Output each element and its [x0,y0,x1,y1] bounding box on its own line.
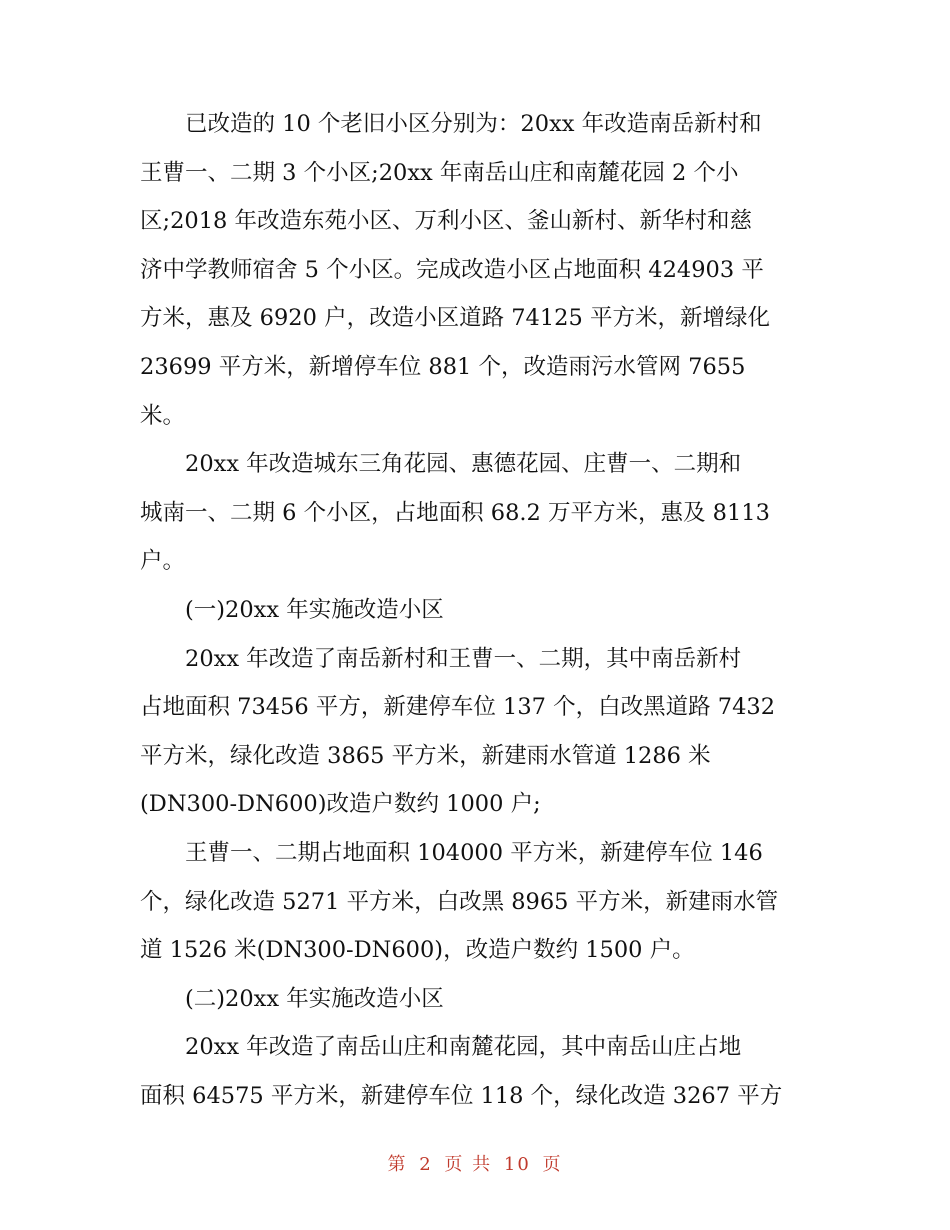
text-line: 方米，惠及 6920 户，改造小区道路 74125 平方米，新增绿化 [140,305,770,332]
text-line: 王曹一、二期占地面积 104000 平方米，新建停车位 146 [185,839,763,866]
footer-prefix: 第 [387,1154,408,1175]
footer-suffix: 页 [542,1154,563,1175]
paragraph [140,440,812,586]
footer-current-page: 2 [419,1154,433,1175]
text-line: 个，绿化改造 5271 平方米，白改黑 8965 平方米，新建雨水管 [140,888,779,915]
paragraph [140,975,812,1024]
text-line: 面积 64575 平方米，新建停车位 118 个，绿化改造 3267 平方 [140,1082,783,1109]
paragraph [140,635,812,829]
page-number-footer [0,1150,950,1176]
text-line: 20xx 年改造城东三角花园、惠德花园、庄曹一、二期和 [185,451,742,478]
text-line: 已改造的 10 个老旧小区分别为：20xx 年改造南岳新村和 [185,111,762,137]
footer-total-pages: 10 [503,1154,531,1175]
paragraph [140,1023,812,1120]
text-line: 王曹一、二期 3 个小区;20xx 年南岳山庄和南麓花园 2 个小 [140,159,739,186]
paragraph [140,100,812,440]
footer-middle: 页 共 [444,1154,493,1175]
text-line: 户。 [140,548,186,575]
document-body [140,100,812,1120]
text-line: 占地面积 73456 平方，新建停车位 137 个，白改黑道路 7432 [140,694,776,721]
text-line: (一)20xx 年实施改造小区 [185,596,444,623]
text-line: 城南一、二期 6 个小区，占地面积 68.2 万平方米，惠及 8113 [140,499,770,526]
text-line: 20xx 年改造了南岳新村和王曹一、二期，其中南岳新村 [185,645,742,672]
text-line: 平方米，绿化改造 3865 平方米，新建雨水管道 1286 米 [140,742,711,769]
text-line: 米。 [140,402,186,429]
text-line: 区;2018 年改造东苑小区、万利小区、釜山新村、新华村和慈 [140,208,752,235]
text-line: (二)20xx 年实施改造小区 [185,985,444,1012]
text-line: (DN300-DN600)改造户数约 1000 户; [140,791,541,818]
paragraph [140,586,812,635]
text-line: 23699 平方米，新增停车位 881 个，改造雨污水管网 7655 [140,353,746,380]
paragraph [140,829,812,975]
text-line: 20xx 年改造了南岳山庄和南麓花园，其中南岳山庄占地 [185,1034,742,1061]
text-line: 道 1526 米(DN300-DN600)，改造户数约 1500 户。 [140,937,695,964]
text-line: 济中学教师宿舍 5 个小区。完成改造小区占地面积 424903 平 [140,256,764,283]
